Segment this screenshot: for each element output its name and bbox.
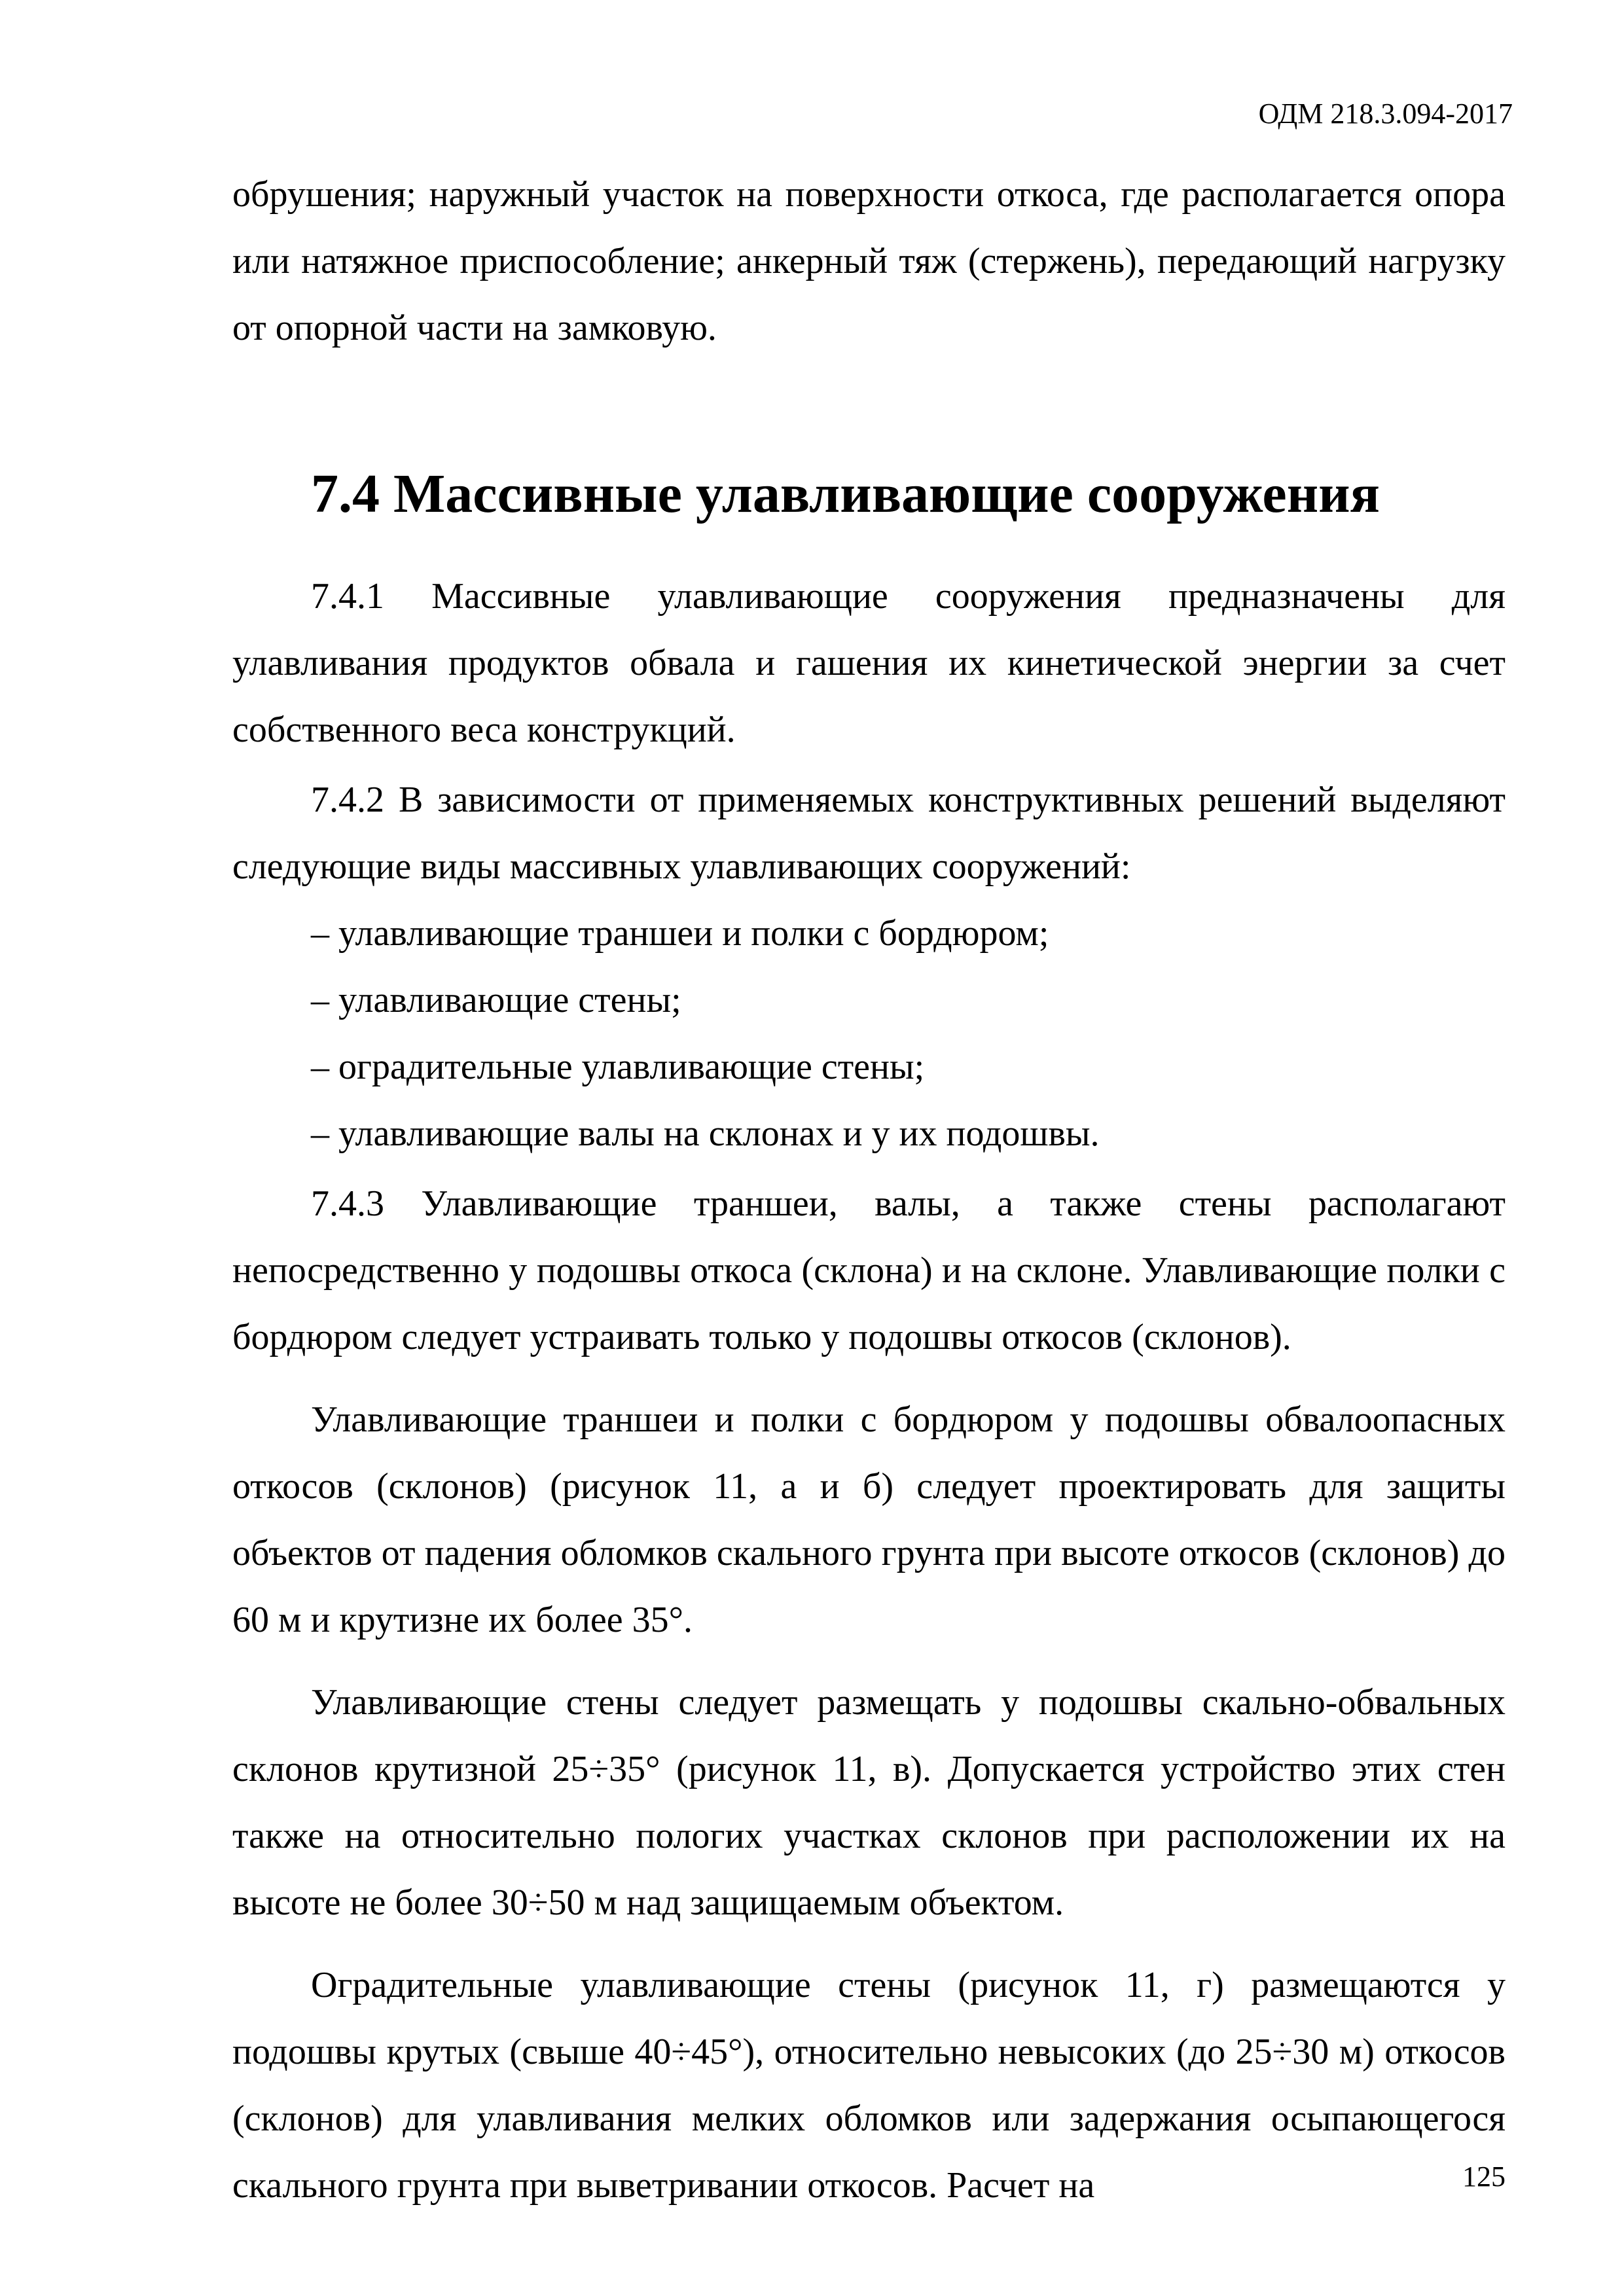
paragraph-7-4-3: 7.4.3 Улавливающие траншеи, валы, а также стены располагают непосредственно у подошвы откоса (склона) и на склоне. Улавливающие полки с бордюром следует устраивать только у подошвы откосов (склонов). [232, 1183, 1506, 1357]
paragraph-trenches: Улавливающие траншеи и полки с бордюром у подошвы обвалоопасных откосов (склонов) (рисунок 11, а и б) следует проектировать для защиты объектов от падения обломков скального грунта при высоте откосов (склонов) до 60 м и крутизне их более 35°. [232, 1399, 1506, 1640]
page-content [232, 161, 1506, 2219]
list-item: – улавливающие валы на склонах и у их подошвы. [311, 1113, 1100, 1154]
continuation-paragraph: обрушения; наружный участок на поверхности откоса, где располагается опора или натяжное приспособление; анкерный тяж (стержень), передающий нагрузку от опорной части на замковую. [232, 174, 1506, 348]
paragraph-walls: Улавливающие стены следует размещать у подошвы скально-обвальных склонов крутизной 25÷35° (рисунок 11, в). Допускается устройство этих стен также на относительно пологих участках склонов при расположении их на высоте не более 30÷50 м над защищаемым объектом. [232, 1682, 1506, 1923]
list-item: – улавливающие траншеи и полки с бордюром; [311, 913, 1049, 954]
list-item: – улавливающие стены; [311, 980, 681, 1020]
list-item: – оградительные улавливающие стены; [311, 1047, 925, 1087]
section-heading: 7.4 Массивные улавливающие сооружения [311, 463, 1380, 524]
document-code-header: ОДМ 218.3.094-2017 [1258, 98, 1513, 130]
paragraph-fence-walls: Оградительные улавливающие стены (рисунок 11, г) размещаются у подошвы крутых (свыше 40÷45°), относительно невысоких (до 25÷30 м) откосов (склонов) для улавливания мелких обломков или задержания осыпающегося скального грунта при выветривании откосов. Расчет на [232, 1965, 1506, 2206]
paragraph-7-4-2: 7.4.2 В зависимости от применяемых конструктивных решений выделяют следующие виды массивных улавливающих сооружений: [232, 780, 1506, 887]
structure-types-list [232, 900, 1506, 1167]
paragraph-7-4-1: 7.4.1 Массивные улавливающие сооружения предназначены для улавливания продуктов обвала и гашения их кинетической энергии за счет собственного веса конструкций. [232, 576, 1506, 750]
page-number: 125 [1462, 2161, 1506, 2193]
